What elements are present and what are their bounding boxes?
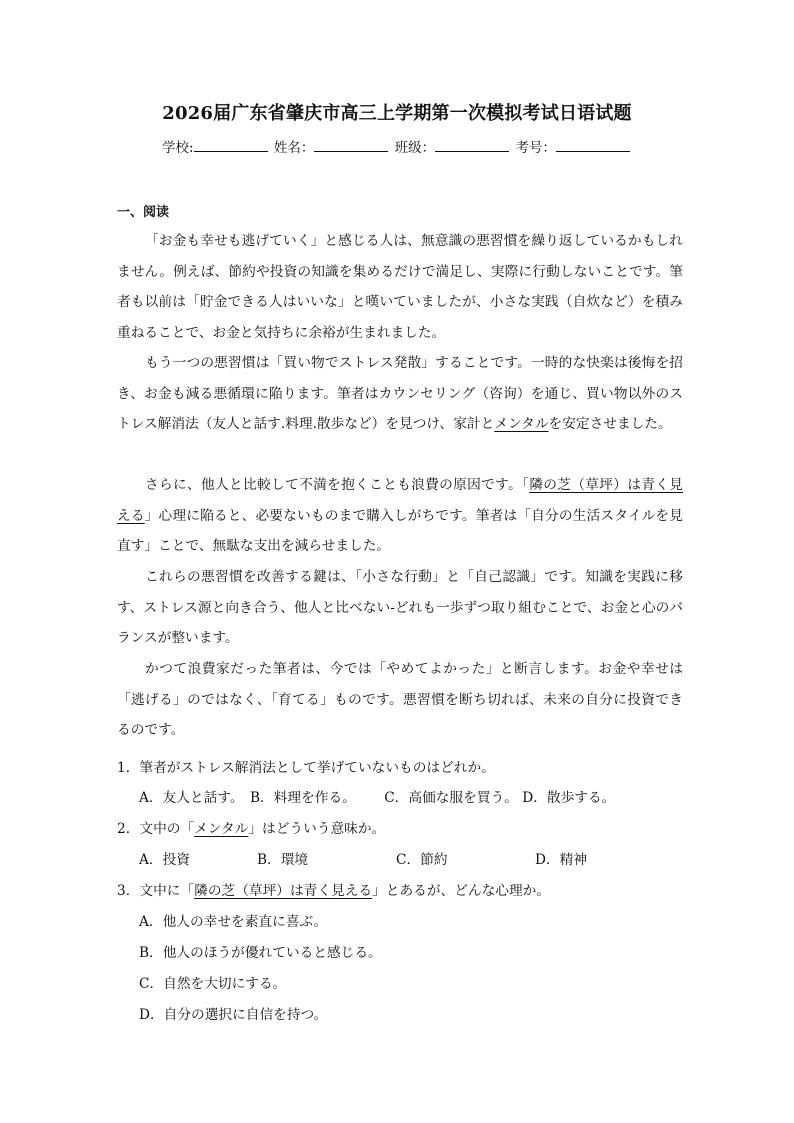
name-label: 姓名： [273, 140, 315, 156]
q2-stem-start: 2．文中の「 [117, 821, 195, 837]
underlined-proverb: 隣の芝（草坪）は青く見える [117, 477, 683, 524]
q2-underlined-term: メンタル [194, 821, 249, 837]
paragraph-3-text-start: さらに、他人と比較して不満を抱くことも浪費の原因です。「 [145, 477, 530, 493]
paragraph-2-text-end: を安定させました。 [548, 416, 672, 432]
passage-paragraph-4: これらの悪習慣を改善する鍵は、「小さな行動」と「自己認識」です。知識を実践に移す、ストレス源と向き合う、他人と比べない-どれも一歩ずつ取り組むことで、お金と心のバランスが整います。 [117, 569, 683, 646]
class-blank[interactable] [435, 137, 509, 152]
q1-option-b[interactable]: B．料理を作る。 [249, 790, 356, 806]
paragraph-3-text-end: 」心理に陥ると、必要ないものまで購入しがちです。筆者は「自分の生活スタイルを見直す」ことで、無駄な支出を減らせました。 [117, 507, 683, 554]
q3-stem-start: 3．文中に「 [117, 883, 195, 899]
passage-paragraph-3 [117, 470, 683, 562]
question-1-stem: 1．筆者がストレス解消法として挙げていないものはどれか。 [117, 760, 495, 776]
question-3-stem [117, 880, 550, 902]
student-info-line [0, 137, 794, 158]
question-1-options [139, 787, 615, 809]
exam-number-label: 考号： [515, 140, 556, 156]
paragraph-2-text-start: もう一つの悪習慣は「買い物でストレス発散」することです。一時的な快楽は後悔を招き、お金も減る悪循環に陥ります。筆者はカウンセリング（咨询）を通じ、買い物以外のストレス解消法（友人と話す.料理.散歩など）を見つけ、家計と [117, 355, 683, 432]
underlined-mentaru: メンタル [494, 416, 549, 432]
q2-option-a[interactable]: A．投資 [139, 852, 190, 868]
q2-stem-end: 」はどういう意味か。 [248, 821, 386, 837]
q2-option-d[interactable]: D．精神 [535, 852, 588, 868]
name-blank[interactable] [314, 137, 388, 152]
q2-option-c[interactable]: C．節約 [396, 852, 448, 868]
q1-option-c[interactable]: C．高価な服を買う。 [384, 790, 518, 806]
section-heading: 一、阅读 [117, 205, 170, 220]
q3-option-d[interactable]: D．自分の選択に自信を持つ。 [139, 1007, 328, 1023]
q3-option-b[interactable]: B．他人のほうが優れていると感じる。 [139, 945, 382, 961]
passage-paragraph-1: 「お金も幸せも逃げていく」と感じる人は、無意識の悪習慣を繰り返しているかもしれません。例えば、節約や投資の知識を集めるだけで満足し、実際に行動しないことです。筆者も以前は「貯金できる人はいいな」と嘆いていましたが、小さな実践（自炊など）を積み重ねることで、お金と気持ちに余裕が生まれました。 [117, 233, 683, 341]
exam-number-blank[interactable] [556, 137, 630, 152]
q3-underlined-phrase: 隣の芝（草坪）は青く見える [194, 883, 373, 899]
q3-stem-end: 」とあるが、どんな心理か。 [372, 883, 551, 899]
passage-paragraph-2 [117, 348, 683, 440]
q3-option-c[interactable]: C．自然を大切にする。 [139, 976, 287, 992]
q1-option-d[interactable]: D．散歩する。 [522, 790, 616, 806]
exam-title: 2026届广东省肇庆市高三上学期第一次模拟考试日语试题 [162, 103, 632, 124]
school-blank[interactable] [194, 137, 268, 152]
q2-option-b[interactable]: B．環境 [257, 852, 309, 868]
passage-paragraph-5: かつて浪費家だった筆者は、今では「やめてよかった」と断言します。お金や幸せは「逃げる」のではなく、「育てる」ものです。悪習慣を断ち切れば、未来の自分に投資できるのです。 [117, 661, 683, 738]
q3-option-a[interactable]: A．他人の幸せを素直に喜ぶ。 [139, 914, 328, 930]
class-label: 班级： [394, 140, 436, 156]
q1-option-a[interactable]: A．友人と話す。 [139, 790, 244, 806]
school-label: 学校: [162, 140, 194, 156]
question-2-stem [117, 818, 385, 840]
